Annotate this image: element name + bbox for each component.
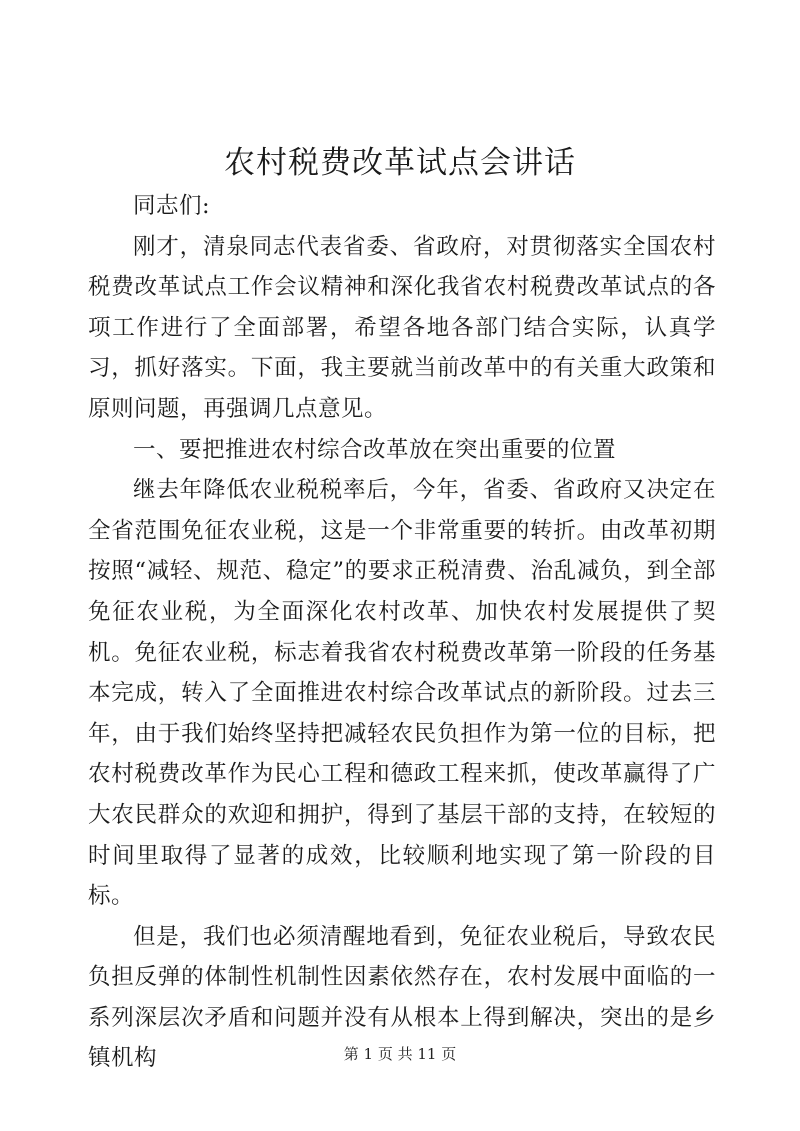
- page-footer: 第 1 页 共 11 页: [343, 1045, 457, 1063]
- document-title: 农村税费改革试点会讲话: [224, 145, 576, 181]
- salutation: 同志们:: [133, 193, 211, 219]
- body-paragraph: 但是，我们也必须清醒地看到，免征农业税后，导致农民负担反弹的体制性机制性因素依然存在，农村发展中面临的一系列深层次矛盾和问题并没有从根本上得到解决，突出的是乡镇机构: [88, 923, 716, 1072]
- body-paragraph: 继去年降低农业税税率后，今年，省委、省政府又决定在全省范围免征农业税，这是一个非常重要的转折。由改革初期按照“减轻、规范、稳定”的要求正税清费、治乱减负，到全部免征农业税，为全面深化农村改革、加快农村发展提供了契机。免征农业税，标志着我省农村税费改革第一阶段的任务基本完成，转入了全面推进农村综合改革试点的新阶段。过去三年，由于我们始终坚持把减轻农民负担作为第一位的目标，把农村税费改革作为民心工程和德政工程来抓，使改革赢得了广大农民群众的欢迎和拥护，得到了基层干部的支持，在较短的时间里取得了显著的成效，比较顺利地实现了第一阶段的目标。: [88, 477, 716, 910]
- body-paragraph: 刚才，清泉同志代表省委、省政府，对贯彻落实全国农村税费改革试点工作会议精神和深化我省农村税费改革试点的各项工作进行了全面部署，希望各地各部门结合实际，认真学习，抓好落实。下面，我主要就当前改革中的有关重大政策和原则问题，再强调几点意见。: [88, 233, 716, 422]
- document-body: [88, 186, 716, 1079]
- section-heading: 一、要把推进农村综合改革放在突出重要的位置: [133, 436, 617, 463]
